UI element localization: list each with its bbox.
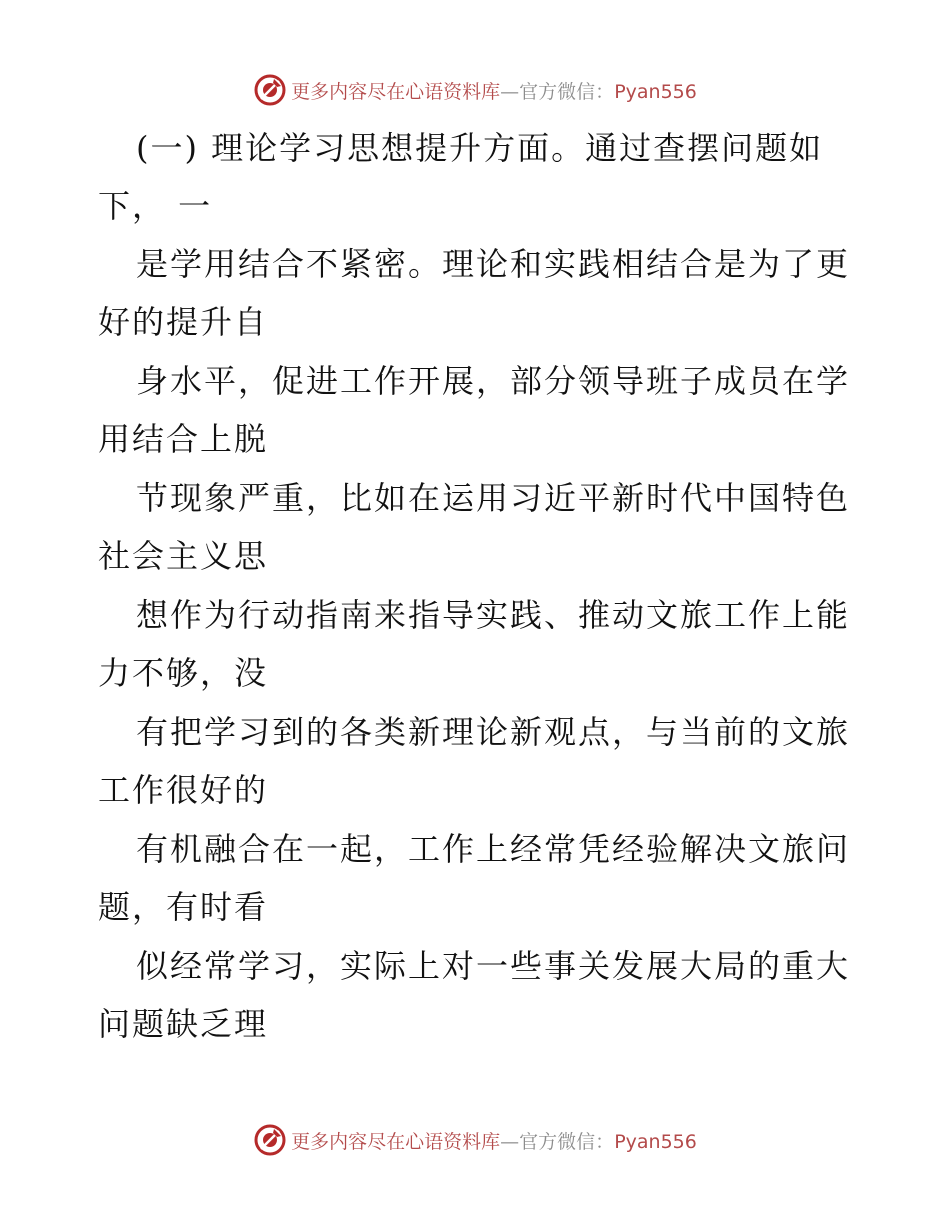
banner-wechat-label: 官方微信： [519, 1130, 615, 1153]
text-line: 问题缺乏理 [98, 1005, 269, 1043]
text-line: 题，有时看 [98, 888, 269, 926]
text-line: 社会主义思 [98, 537, 269, 575]
text-line: 是学用结合不紧密。理论和实践相结合是为了更 [136, 245, 851, 283]
text-line: 工作很好的 [98, 771, 269, 809]
banner-main-text: 更多内容尽在心语资料库 [291, 1130, 501, 1153]
text-line: 力不够，没 [98, 654, 269, 692]
text-line: 想作为行动指南来指导实践、推动文旅工作上能 [136, 596, 851, 634]
logo-icon [253, 1123, 287, 1157]
text-line: 好的提升自 [98, 303, 269, 341]
text-line: 用结合上脱 [98, 420, 269, 458]
footer-banner-text [291, 1127, 697, 1154]
banner-dash: — [500, 80, 520, 103]
text-line: 下， 一 [98, 187, 213, 225]
text-line: (一) 理论学习思想提升方面。通过查摆问题如 [136, 129, 824, 167]
banner-dash: — [500, 1130, 520, 1153]
text-line: 似经常学习，实际上对一些事关发展大局的重大 [136, 947, 851, 985]
text-line: 有把学习到的各类新理论新观点，与当前的文旅 [136, 713, 851, 751]
banner-wechat-id: Pyan556 [614, 80, 697, 103]
banner-main-text: 更多内容尽在心语资料库 [291, 80, 501, 103]
text-line: 身水平，促进工作开展，部分领导班子成员在学 [136, 362, 851, 400]
text-line: 节现象严重，比如在运用习近平新时代中国特色 [136, 479, 851, 517]
footer-banner [0, 1122, 950, 1158]
banner-wechat-label: 官方微信： [519, 80, 615, 103]
text-line: 有机融合在一起，工作上经常凭经验解决文旅问 [136, 830, 851, 868]
banner-wechat-id: Pyan556 [614, 1130, 697, 1153]
